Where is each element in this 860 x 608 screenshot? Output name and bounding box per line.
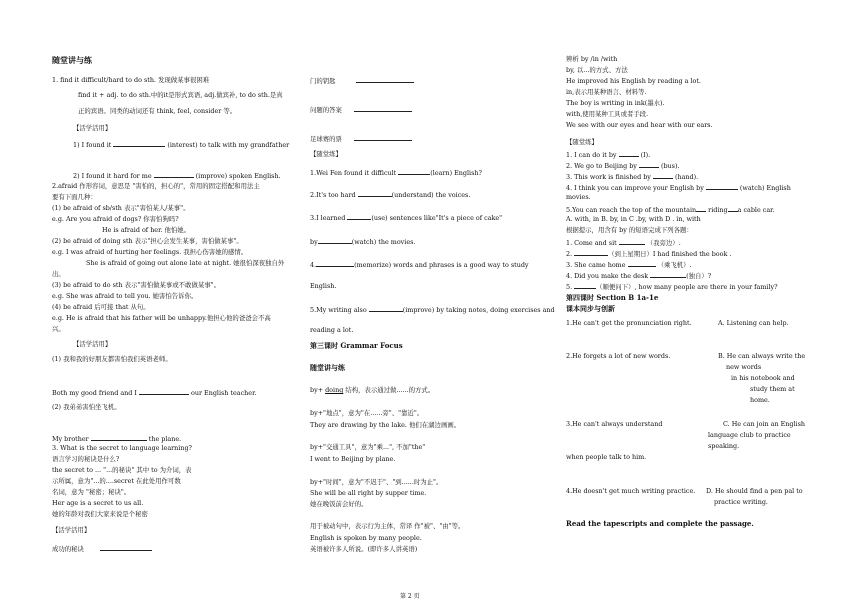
text: (I). [638,151,651,159]
text: 结构，表示通过做......的方式。 [343,386,435,394]
exercise-line [566,237,681,247]
text: （到上星期日）I had finished the book . [608,250,732,258]
text: by+ [310,386,326,394]
left-column [0,0,300,608]
text-line: (3) be afraid to do sth 表示"害怕做某事或不敢做某事"。 [52,281,220,289]
match-item: 3.He can't always understand [566,420,663,428]
text-line: 正的宾语。同类的动词还有 think, feel, consider 等。 [78,107,237,115]
text-line: 辨析 by /in /with [566,55,618,63]
text-line: e.g. I was afraid of hurting her feelings. 我担心伤害她的感情。 [52,248,248,256]
section-heading: Read the tapescripts and complete the passage. [566,519,754,528]
text: 门的钥匙 [310,77,336,85]
text: (独自）? [686,272,712,280]
text-line: English is spoken by many people. [310,534,422,542]
text-line: (2) 我弟弟害怕坐飞机。 [52,403,121,411]
section-subheading: 课本同步与创新 [566,304,615,313]
text-line: She is afraid of going out alone late at night. 她很怕深夜独自外 [86,259,285,267]
exercise-line [310,167,482,177]
answer-blank[interactable] [574,248,608,256]
answer-blank[interactable] [154,170,194,178]
exercise-line [310,304,555,314]
text-line: the secret to ... "...的秘诀" 其中 to 为介词，表 [52,466,192,474]
text-line: e.g. He is afraid that his father will be unhappy.他担心他的爸爸会不高 [52,314,271,322]
text-line: 她在晚饭前会好的。 [310,500,368,508]
match-option: study them at [750,385,795,393]
match-option: C. He can join an English [723,420,805,428]
text: riding [706,206,728,214]
match-option: D. He should find a pen pal to [706,487,803,495]
text: (use) sentences like"It's a piece of cake" [371,214,503,222]
text-line: 用于被动句中，表示行为主体，常译 作"被"、"由"等。 [310,522,465,530]
text: 足球赛的票 [310,135,342,143]
exercise-line [310,75,414,85]
match-option: A. Listening can help. [718,319,789,327]
text-line: movies. [566,193,591,201]
text-line: They are drawing by the lake. 他们在湖边画画。 [310,421,461,429]
text-line: in,表示用某种语言、材料等. [566,88,647,96]
text: (interest) to talk with my grandfather [165,141,290,149]
answer-blank[interactable] [113,139,165,147]
middle-column [300,0,562,608]
text-line: by+"交通工具"，意为"乘...", 不加"the" [310,443,426,451]
exercise-line [566,281,778,291]
text-line: She will be all right by supper time. [310,489,427,497]
text-line: 英语被许多人所说。(即许多人讲英语) [310,545,418,553]
text-line: The boy is writing in ink(墨水). [566,99,665,107]
text: （乘飞机）. [655,261,692,269]
text-line: Her age is a secret to us all. [52,499,144,507]
text: 5.My writing also [310,306,369,314]
options-line: A. with, in B. by, in C .by, with D . in, with [566,215,701,223]
text: our English teacher. [188,389,257,397]
text: 4. I think you can improve your English by [566,184,706,192]
answer-blank[interactable] [398,167,430,175]
text-line: 她的年龄对我们大家来说是个秘密 [52,510,148,518]
match-option: language club to practice [708,431,791,439]
text-line: 3. What is the secret to language learning? [52,444,192,452]
section-heading: 随堂讲与练 [310,363,345,372]
answer-blank[interactable] [100,543,152,551]
answer-blank[interactable] [139,387,189,395]
answer-blank[interactable] [358,189,392,197]
text-line: (4) be afraid 后可接 that 从句。 [52,303,150,311]
text: 1) I found it [73,141,114,149]
exercise-line [310,133,412,143]
answer-blank[interactable] [369,304,403,312]
answer-blank[interactable] [650,270,686,278]
answer-blank[interactable] [619,237,645,245]
text: 2) I found it hard for me [73,172,154,180]
text-line: by, 以...的方式、方法 [566,66,628,74]
text: 4. [310,261,317,269]
text: 5.You can reach the top of the mountain [566,206,697,214]
text: by [310,238,318,246]
match-option: in his notebook and [731,374,795,382]
answer-blank[interactable] [356,75,414,83]
text: Both my good friend and I [52,389,139,397]
match-option: practice writing. [714,498,768,506]
match-item: 2.He forgets a lot of new words. [566,352,671,360]
text: (hand). [672,173,699,181]
match-item: when people talk to him. [566,453,647,461]
text-line: by+"地点"，意为"在......旁"、"靠近"。 [310,409,424,417]
answer-blank[interactable] [639,160,659,168]
exercise-line [310,259,529,269]
text-line: 1. find it difficult/hard to do sth. 发现做某事很困难 [52,76,210,84]
text: 5. [566,283,575,291]
match-option: B. He can always write the [718,352,806,360]
underlined-term: doing [325,386,344,394]
section-heading: 第三课时 Grammar Focus [310,341,403,350]
text-line: 语言学习的秘诀是什么? [52,455,120,463]
text: (learn) English? [430,169,482,177]
text: My brother [52,435,91,443]
exercise-line [310,236,415,246]
text-line: 【活学活用】 [73,124,112,132]
answer-blank[interactable] [619,149,639,157]
exercise-line [52,543,152,553]
text: (improve) by taking notes, doing exercises and [402,306,555,314]
exercise-line [73,170,281,180]
exercise-line [310,189,470,199]
exercise-line [310,212,502,222]
text-line: 要有下面几种： [52,193,97,201]
page-number: 第 2 页 [400,593,420,600]
text: 2. [566,250,575,258]
text: (watch) English [737,184,791,192]
exercise-line [52,433,181,443]
exercise-line [566,270,711,280]
answer-blank[interactable] [574,281,596,289]
exercise-line [73,139,289,149]
answer-blank[interactable] [653,171,673,179]
text-line: 名词，意为 "秘密；秘诀"。 [52,488,131,496]
text: 2.It's too hard [310,191,358,199]
text-line: He is afraid of her. 他怕她。 [102,226,191,234]
answer-blank[interactable] [91,433,147,441]
exercise-line [566,171,698,181]
text: a cable car. [737,206,775,214]
text-line: English. [310,282,337,290]
text-line: 【随堂练】 [566,138,598,146]
answer-blank[interactable] [354,104,412,112]
answer-blank[interactable] [706,182,738,190]
text: 问题的答案 [310,106,342,114]
text: 2. We go to Beijing by [566,162,639,170]
text: 3. She came home [566,261,628,269]
text-line: e.g. Are you afraid of dogs? 你害怕狗吗? [52,215,179,223]
section-heading: 随堂讲与练 [52,56,92,65]
text-line: 2.afraid 作形容词，意思是 "害怕的，担心的"，常用的固定搭配和用法主 [52,182,260,190]
text-line: 兴。 [52,325,65,333]
text: 1. Come and sit [566,239,619,247]
match-option: speaking. [708,442,740,450]
text: 1.Wei Fen found it difficult [310,169,399,177]
text-line: e.g. She was afraid to tell you. 她害怕告诉你。 [52,292,198,300]
match-item: 1.He can't get the pronunciation right. [566,319,692,327]
text: （顺便问下）, how many people are there in your family? [596,283,778,291]
exercise-line [566,182,791,192]
text: 3. This work is finished by [566,173,653,181]
text: 4. Did you make the desk [566,272,651,280]
exercise-line [566,248,731,258]
text-line: (1) be afraid of sb/sth 表示"害怕某人/某事"。 [52,204,190,212]
text: (understand) the voices. [391,191,471,199]
text-line: 出。 [52,270,65,278]
exercise-line [310,104,412,114]
answer-blank[interactable] [316,259,354,267]
text-line: (1) 我和我的好朋友都害怕我们英语老师。 [52,355,172,363]
exercise-line [566,259,692,269]
answer-blank[interactable] [728,204,738,212]
text-line: reading a lot. [310,326,354,334]
answer-blank[interactable] [628,259,656,267]
match-option: new words [726,363,762,371]
text: （我旁边）. [644,239,681,247]
exercise-line [566,160,679,170]
exercise-line [566,149,650,159]
match-option: home. [750,396,770,404]
match-item: 4.He doesn't get much writing practice. [566,487,696,495]
section-heading: 第四课时 Section B 1a-1e [566,293,659,302]
text: (memorize) words and phrases is a good way to study [354,261,529,269]
answer-blank[interactable] [347,212,371,220]
text: the plane. [146,435,182,443]
text: (watch) the movies. [351,238,416,246]
text-line: (2) be afraid of doing sth 表示"担心会发生某事，害怕做某事"。 [52,237,243,245]
text: (bus). [658,162,680,170]
text-line: with,使用某种工具或者手段. [566,110,649,118]
text: (improve) spoken English. [193,172,281,180]
text-line: by+"时间"，意为"不迟于"、"到......时为止"。 [310,478,443,486]
text: 1. I can do it by [566,151,619,159]
text: 3.I learned [310,214,348,222]
exercise-line [566,204,775,214]
exercise-line [52,387,256,397]
text-line: 示所属，意为"...的....secret 在此处用作可数 [52,477,181,485]
text-line: find it + adj. to do sth.中的it是形式宾语, adj.做宾补, to do sth.是真 [78,91,283,99]
text-line: 【活学活用】 [52,526,91,534]
text-line: We see with our eyes and hear with our ears. [566,121,713,129]
answer-blank[interactable] [354,133,412,141]
answer-blank[interactable] [318,236,352,244]
text: 成功的秘诀 [52,545,84,553]
text-line [310,386,434,394]
text-line: I went to Beijing by plane. [310,455,396,463]
text-line: 根据提示，用含有 by 的短语完成下列各题： [566,226,693,234]
text-line: He improved his English by reading a lot. [566,77,701,85]
right-column [562,0,860,608]
answer-blank[interactable] [696,204,706,212]
text-line: 【随堂练】 [310,150,342,158]
text-line: 【活学活用】 [73,340,112,348]
